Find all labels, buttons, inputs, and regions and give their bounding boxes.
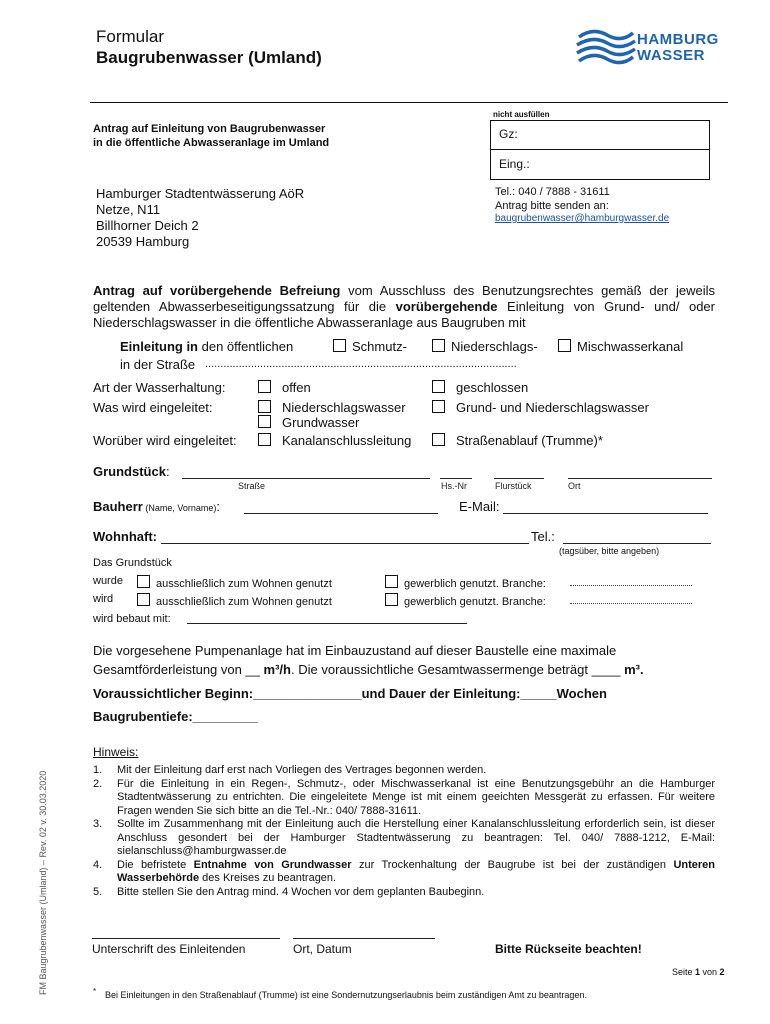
option-label: Schmutz- (352, 339, 407, 354)
option-label: ausschließlich zum Wohnen genutzt (156, 578, 332, 590)
hinweis-text: Sollte im Zusammenhang mit der Einleitung auch die Herstellung einer Kanalanschlussleitung erforderlich sein, ist dieser Anschluss gesondert bei der Hamburger Stadtentwässerung zu beantragen: Tel. 040/ 7888-1212, E-Mail: sielanschluss@hamburgwasser.de (117, 818, 715, 857)
hinweis-text: Die befristete (117, 858, 194, 871)
hinweis-item (93, 859, 715, 886)
option-grundwasser[interactable] (258, 415, 359, 430)
page-number (672, 967, 725, 977)
checkbox[interactable] (385, 575, 398, 588)
street-label: in der Straße (120, 357, 196, 372)
page-total: 2 (719, 967, 725, 977)
option-offen[interactable] (258, 380, 311, 395)
checkbox[interactable] (258, 400, 271, 413)
office-box-caption: nicht ausfüllen (493, 110, 550, 119)
option-wurde-gewerblich[interactable] (385, 575, 546, 590)
hinweis-bold: Entnahme von Grundwasser (193, 858, 352, 871)
bauherr-label-text: Bauherr (93, 499, 143, 514)
grundstueck-use-title: Das Grundstück (93, 557, 172, 569)
tel-field[interactable] (563, 530, 711, 544)
checkbox[interactable] (258, 433, 271, 446)
office-eing-label: Eing.: (499, 157, 530, 171)
backside-note: Bitte Rückseite beachten! (495, 942, 642, 956)
option-mischwasser[interactable] (558, 339, 683, 354)
einleitung-label-rest: den öffentlichen (198, 339, 294, 354)
beginn-dauer-line[interactable]: Voraussichtlicher Beginn:_______________und Dauer der Einleitung:_____Wochen (93, 686, 607, 701)
address-line: 20539 Hamburg (96, 234, 190, 249)
house-number-sublabel: Hs.-Nr (441, 481, 467, 491)
logo-text-line2: WASSER (637, 47, 706, 64)
checkbox[interactable] (258, 415, 271, 428)
office-use-box (490, 120, 710, 180)
checkbox[interactable] (258, 380, 271, 393)
hinweis-text: Bitte stellen Sie den Antrag mind. 4 Wochen vor dem geplanten Baubeginn. (117, 885, 485, 898)
hinweis-text: Für die Einleitung in ein Regen-, Schmutz-, oder Mischwasserkanal ist eine Benutzungsgebühr an die Hamburger Stadtentwässerung zu entrichten. Die eingeleitete Menge ist mit einem geeichten Messgerät zu erfassen. Für weitere Fragen wenden Sie sich bitte an die Tel.-Nr.: 040/ 7888-31611. (117, 777, 715, 817)
contact-send-to: Antrag bitte senden an: (495, 200, 609, 212)
grundstueck-label-text: Grundstück (93, 464, 166, 479)
hinweis-item (93, 886, 715, 900)
option-label: offen (282, 380, 311, 395)
signature-line[interactable] (92, 938, 280, 939)
branche-field-wird[interactable] (570, 592, 692, 604)
pumpe-line2 (93, 662, 644, 677)
tel-hint: (tagsüber, bitte angeben) (559, 546, 660, 556)
street-field[interactable] (182, 466, 430, 479)
tel-label: Tel.: (531, 529, 555, 544)
option-niederschlag[interactable] (432, 339, 538, 354)
intro-paragraph (93, 283, 715, 331)
option-label: Straßenablauf (Trumme)* (456, 433, 603, 448)
grundstueck-label (93, 464, 170, 479)
wurde-label: wurde (93, 575, 123, 587)
hinweis-list (93, 764, 715, 899)
option-label: Grundwasser (282, 415, 360, 430)
flurstueck-sublabel: Flurstück (495, 481, 532, 491)
footnote-text: Bei Einleitungen in den Straßenablauf (Trumme) ist eine Sondernutzungserlaubnis beim zuständigen Amt zu beantragen. (105, 990, 587, 1000)
eingeleitet-label: Was wird eingeleitet: (93, 400, 213, 415)
email-label: E-Mail: (459, 499, 500, 514)
recipient-address (96, 186, 304, 250)
option-strassenablauf[interactable] (432, 433, 603, 448)
pumpe-text-c: . Die voraussichtliche Gesamtwassermenge beträgt ____ (291, 662, 625, 677)
bauherr-label (93, 499, 220, 514)
intro-bold-1: Antrag auf vorübergehende Befreiung (93, 283, 341, 298)
einleitung-label (120, 339, 293, 354)
bebaut-field[interactable] (187, 612, 467, 624)
logo-text-line1: HAMBURG (637, 31, 719, 48)
woruber-label: Worüber wird eingeleitet: (93, 433, 237, 448)
footnote-mark: * (93, 987, 97, 996)
pumpe-text-a: Gesamtförderleistung von __ (93, 662, 264, 677)
flurstueck-field[interactable] (494, 466, 544, 479)
header-rule (90, 102, 728, 103)
request-heading-line1: Antrag auf Einleitung von Baugrubenwasser (93, 123, 326, 135)
hinweis-text: zur Trockenhaltung der Baugrube ist bei der zuständigen (351, 858, 674, 871)
checkbox[interactable] (137, 593, 150, 606)
office-gz-label: Gz: (499, 127, 518, 141)
bauherr-name-field[interactable] (244, 500, 438, 514)
logo-wave-icon (575, 27, 637, 69)
option-schmutz[interactable] (333, 339, 407, 354)
street-sublabel: Straße (238, 481, 266, 491)
option-geschlossen[interactable] (432, 380, 528, 395)
place-date-label: Ort, Datum (293, 942, 352, 956)
option-wird-wohnen[interactable] (137, 593, 332, 608)
page-mid: von (700, 967, 720, 977)
bebaut-label: wird bebaut mit: (93, 613, 171, 625)
option-wird-gewerblich[interactable] (385, 593, 546, 608)
street-input-line[interactable]: ...................................................................................................... (205, 358, 517, 370)
pumpe-unit-volume: m³. (624, 662, 644, 677)
hinweis-number: 4. (93, 858, 103, 871)
hinweis-item (93, 818, 715, 859)
hinweis-bold: Unteren Wasserbehörde (117, 858, 715, 884)
place-date-line[interactable] (293, 938, 435, 939)
address-line: Billhorner Deich 2 (96, 218, 199, 233)
option-label: Kanalanschlussleitung (282, 433, 412, 448)
checkbox[interactable] (432, 433, 445, 446)
option-label: geschlossen (456, 380, 529, 395)
ort-field[interactable] (568, 466, 712, 479)
hamburg-wasser-logo (575, 27, 725, 69)
branche-field-wurde[interactable] (570, 574, 692, 586)
option-label: Grund- und Niederschlagswasser (456, 400, 649, 415)
wasserhaltung-label: Art der Wasserhaltung: (93, 380, 226, 395)
address-line: Netze, N11 (96, 202, 161, 217)
page-current: 1 (695, 967, 701, 977)
baugrubentiefe-line[interactable]: Baugrubentiefe:_________ (93, 709, 258, 724)
wohnhaft-field[interactable] (161, 530, 529, 544)
option-label: gewerblich genutzt. Branche: (404, 578, 546, 590)
pumpe-line1: Die vorgesehene Pumpenanlage hat im Einbauzustand auf dieser Baustelle eine maximale (93, 643, 617, 658)
hinweis-number: 5. (93, 885, 103, 898)
checkbox[interactable] (137, 575, 150, 588)
contact-phone: Tel.: 040 / 7888 - 31611 (495, 186, 610, 198)
page-pre: Seite (672, 967, 696, 977)
grundstueck-colon: : (165, 464, 170, 479)
email-field[interactable] (503, 500, 708, 514)
ort-sublabel: Ort (568, 481, 581, 491)
option-label: gewerblich genutzt. Branche: (404, 596, 546, 608)
intro-text-2: Einleitung von Grund- und/ oder Niederschlagswasser in die öffentliche Abwasseranlage aus Baugruben mit (93, 299, 715, 330)
hinweis-text: des Kreises zu beantragen. (199, 872, 337, 884)
option-label: Niederschlags- (451, 339, 538, 354)
form-title: Baugrubenwasser (Umland) (96, 48, 322, 67)
bauherr-hint: (Name, Vorname) (142, 503, 217, 513)
option-grund-und-niederschlag[interactable] (432, 400, 649, 415)
request-heading-line2: in die öffentliche Abwasseranlage im Umland (93, 137, 330, 149)
option-niederschlagswasser[interactable] (258, 400, 406, 415)
intro-text-1: vom Ausschluss des Benutzungsrechtes gemäß der jeweils geltenden Abwasserbeseitigungssatzung für die (93, 283, 716, 314)
hinweis-item (93, 778, 715, 819)
contact-email-link[interactable]: baugrubenwasser@hamburgwasser.de (495, 213, 670, 224)
hinweis-text: Mit der Einleitung darf erst nach Vorliegen des Vertrages begonnen werden. (117, 764, 487, 776)
bauherr-colon: : (216, 499, 221, 514)
signature-label: Unterschrift des Einleitenden (92, 942, 246, 956)
hinweis-item (93, 764, 715, 778)
hinweis-number: 2. (93, 777, 103, 790)
intro-bold-2: vorübergehende (395, 299, 498, 314)
checkbox[interactable] (333, 339, 346, 352)
address-line: Hamburger Stadtentwässerung AöR (96, 186, 305, 201)
wohnhaft-label: Wohnhaft: (93, 529, 158, 544)
hinweis-title: Hinweis: (93, 745, 139, 759)
hinweis-number: 1. (93, 764, 103, 776)
option-wurde-wohnen[interactable] (137, 575, 332, 590)
checkbox[interactable] (432, 339, 445, 352)
contact-block (495, 186, 669, 224)
checkbox[interactable] (432, 400, 445, 413)
side-revision-text: FM Baugrubenwasser (Umland) – Rev. 02 v. 30.03.2020 (38, 770, 48, 995)
checkbox[interactable] (432, 380, 445, 393)
pumpe-unit-flow: m³/h (263, 662, 291, 677)
checkbox[interactable] (558, 339, 571, 352)
option-label: Mischwasserkanal (577, 339, 684, 354)
checkbox[interactable] (385, 593, 398, 606)
house-number-field[interactable] (440, 466, 472, 479)
form-label: Formular (96, 27, 165, 46)
option-label: Niederschlagswasser (282, 400, 406, 415)
option-label: ausschließlich zum Wohnen genutzt (156, 596, 332, 608)
einleitung-label-bold: Einleitung in (120, 339, 198, 354)
hinweis-number: 3. (93, 818, 103, 830)
option-kanalanschlussleitung[interactable] (258, 433, 411, 448)
wird-label: wird (93, 593, 114, 605)
